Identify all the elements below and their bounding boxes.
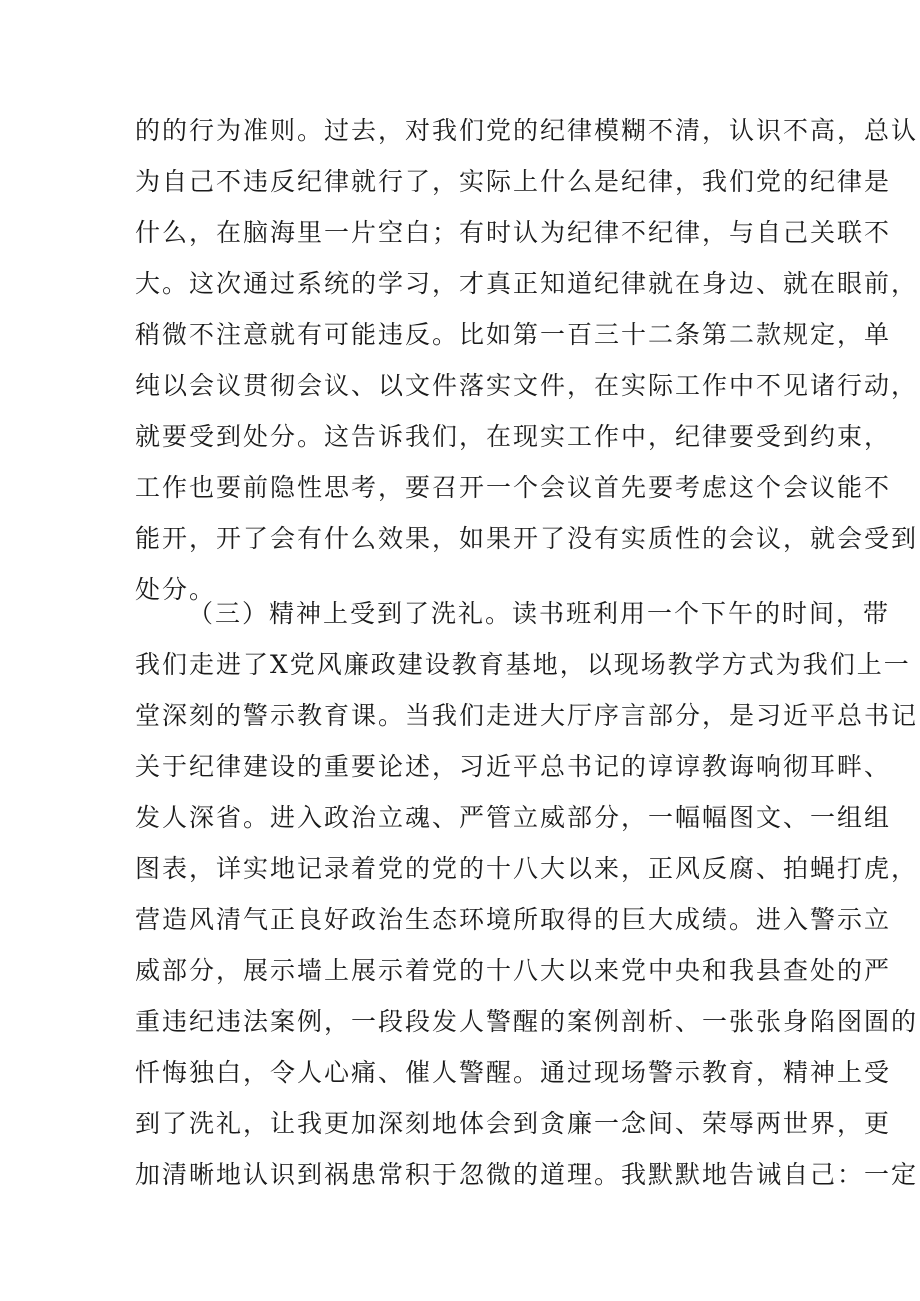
paragraph-line: 到了洗礼，让我更加深刻地体会到贪廉一念间、荣辱两世界，更	[135, 1109, 892, 1138]
paragraph-line: 纯以会议贯彻会议、以文件落实文件，在实际工作中不见诸行动，	[135, 371, 919, 400]
paragraph-line: 就要受到处分。这告诉我们，在现实工作中，纪律要受到约束，	[135, 422, 892, 451]
paragraph-line: 的的行为准则。过去，对我们党的纪律模糊不清，认识不高，总认	[135, 116, 919, 145]
paragraph-line: 我们走进了X党风廉政建设教育基地，以现场教学方式为我们上一	[135, 650, 911, 679]
paragraph-line: 工作也要前隐性思考，要召开一个会议首先要考虑这个会议能不	[135, 473, 892, 502]
paragraph-line: 发人深省。进入政治立魂、严管立威部分，一幅幅图文、一组组	[135, 803, 892, 832]
paragraph-heading-line: （三）精神上受到了洗礼。读书班利用一个下午的时间，带	[188, 599, 891, 628]
paragraph-line: 能开，开了会有什么效果，如果开了没有实质性的会议，就会受到	[135, 524, 919, 553]
paragraph-line: 图表，详实地记录着党的党的十八大以来，正风反腐、拍蝇打虎，	[135, 854, 919, 883]
paragraph-line: 重违纪违法案例，一段段发人警醒的案例剖析、一张张身陷囹圄的	[135, 1007, 919, 1036]
paragraph-line: 堂深刻的警示教育课。当我们走进大厅序言部分，是习近平总书记	[135, 701, 919, 730]
paragraph-line: 营造风清气正良好政治生态环境所取得的巨大成绩。进入警示立	[135, 905, 892, 934]
paragraph-line: 大。这次通过系统的学习，才真正知道纪律就在身边、就在眼前，	[135, 269, 919, 298]
paragraph-line: 什么，在脑海里一片空白；有时认为纪律不纪律，与自己关联不	[135, 218, 892, 247]
paragraph-line: 威部分，展示墙上展示着党的十八大以来党中央和我县查处的严	[135, 956, 892, 985]
paragraph-line: 加清晰地认识到祸患常积于忽微的道理。我默默地告诫自己：一定	[135, 1160, 919, 1189]
paragraph-line: 为自己不违反纪律就行了，实际上什么是纪律，我们党的纪律是	[135, 167, 892, 196]
paragraph-line: 关于纪律建设的重要论述，习近平总书记的谆谆教诲响彻耳畔、	[135, 752, 892, 781]
paragraph-line: 处分。	[135, 575, 217, 604]
paragraph-line: 稍微不注意就有可能违反。比如第一百三十二条第二款规定，单	[135, 320, 892, 349]
paragraph-line: 忏悔独白，令人心痛、催人警醒。通过现场警示教育，精神上受	[135, 1058, 892, 1087]
paragraph-spiritual-baptism	[135, 588, 919, 1200]
